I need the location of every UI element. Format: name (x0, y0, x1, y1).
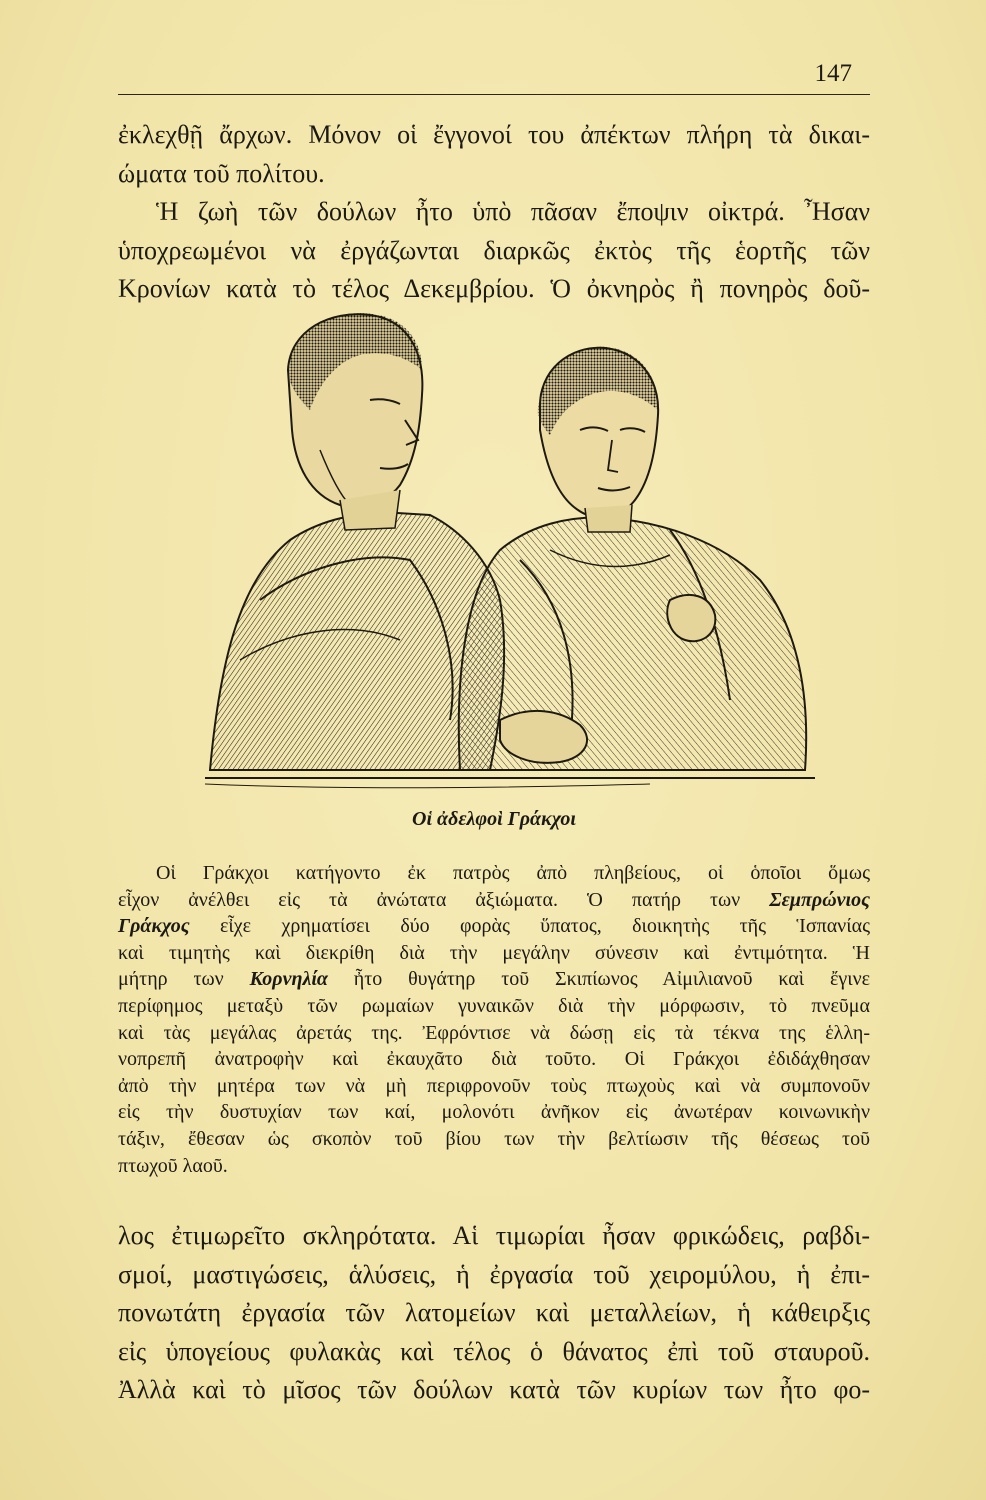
page-number: 147 (814, 60, 852, 87)
top-paragraphs (118, 116, 870, 309)
small-line: Γράκχος εἶχε χρηματίσει δύο φορὰς ὕπατος, διοικητὴς τῆς Ἱσπανίας (118, 915, 870, 938)
small-line: τάξιν, ἔθεσαν ὡς σκοπὸν τοῦ βίου των τὴν βελτίωσιν τῆς θέσεως τοῦ (118, 1127, 870, 1150)
small-line: καὶ τὰς μεγάλας ἀρετάς της. Ἐφρόντισε νὰ δώσῃ εἰς τὰ τέκνα της ἑλλη- (118, 1021, 870, 1044)
small-line: πτωχοῦ λαοῦ. (118, 1154, 228, 1177)
small-line: εἰς τὴν δυστυχίαν των καί, μολονότι ἀνῆκον εἰς ἀνωτέραν κοινωνικὴν (118, 1101, 870, 1124)
text-line: λος ἐτιμωρεῖτο σκληρότατα. Αἱ τιμωρίαι ἦσαν φρικώδεις, ραβδι- (118, 1221, 870, 1250)
small-line: μήτηρ των Κορνηλία ἦτο θυγάτηρ τοῦ Σκιπίωνος Αἰμιλιανοῦ καὶ ἔγινε (118, 968, 871, 991)
text-line: ὑποχρεωμένοι νὰ ἐργάζωνται διαρκῶς ἐκτὸς τῆς ἑορτῆς τῶν (118, 235, 870, 265)
header-rule (118, 94, 870, 95)
caption-paragraph (118, 860, 870, 1179)
small-line: νοπρεπῆ ἀνατροφὴν καὶ ἐκαυχᾶτο διὰ τοῦτο. Οἱ Γράκχοι ἐδιδάχθησαν (118, 1048, 870, 1071)
name-grakchos: Γράκχος (118, 915, 190, 938)
engraving-illustration (200, 300, 820, 810)
text-line: Ἀλλὰ καὶ τὸ μῖσος τῶν δούλων κατὰ τῶν κυρίων των ἦτο φο- (118, 1375, 870, 1404)
text-line: σμοί, μαστιγώσεις, ἁλύσεις, ἡ ἐργασία τοῦ χειρομύλου, ἡ ἐπι- (118, 1259, 870, 1289)
text-line: πονωτάτη ἐργασία τῶν λατομείων καὶ μεταλλείων, ἡ κάθειρξις (118, 1298, 870, 1327)
text-line: ἐκλεχθῇ ἄρχων. Μόνον οἱ ἔγγονοί του ἀπέκτων πλήρη τὰ δικαι- (118, 120, 870, 149)
gracchi-engraving (200, 300, 820, 810)
text-line: εἰς ὑπογείους φυλακὰς καὶ τέλος ὁ θάνατος ἐπὶ τοῦ σταυροῦ. (118, 1336, 870, 1366)
bottom-paragraphs (118, 1217, 870, 1410)
page-header (118, 60, 870, 100)
text-line: Ἡ ζωὴ τῶν δούλων ἦτο ὑπὸ πᾶσαν ἔποψιν οἰκτρά. Ἦσαν (156, 197, 870, 226)
small-line: Οἱ Γράκχοι κατήγοντο ἐκ πατρὸς ἀπὸ πληβείους, οἱ ὁποῖοι ὅμως (156, 862, 870, 884)
figure-caption: Οἱ ἀδελφοὶ Γράκχοι (412, 808, 576, 830)
small-line: καὶ τιμητὴς καὶ διεκρίθη διὰ τὴν μεγάλην σύνεσιν καὶ ἐντιμότητα. Ἡ (118, 941, 870, 964)
name-sempronios: Σεμπρώνιος (769, 888, 871, 911)
right-hand (667, 595, 715, 641)
small-line: ἀπὸ τὴν μητέρα των νὰ μὴ περιφρονοῦν τοὺς πτωχοὺς καὶ νὰ συμπονοῦν (118, 1074, 870, 1097)
name-kornilia: Κορνηλία (249, 968, 328, 991)
small-line: εἶχον ἀνέλθει εἰς τὰ ἀνώτατα ἀξιώματα. Ὁ πατήρ των Σεμπρώνιος (118, 888, 871, 911)
text-line: ώματα τοῦ πολίτου. (118, 158, 325, 188)
small-line: περίφημος μεταξὺ τῶν ρωμαίων γυναικῶν διὰ τὴν μόρφωσιν, τὸ πνεῦμα (118, 994, 870, 1017)
text-line: Κρονίων κατὰ τὸ τέλος Δεκεμβρίου. Ὁ ὀκνηρὸς ἢ πονηρὸς δοῦ- (118, 274, 870, 303)
